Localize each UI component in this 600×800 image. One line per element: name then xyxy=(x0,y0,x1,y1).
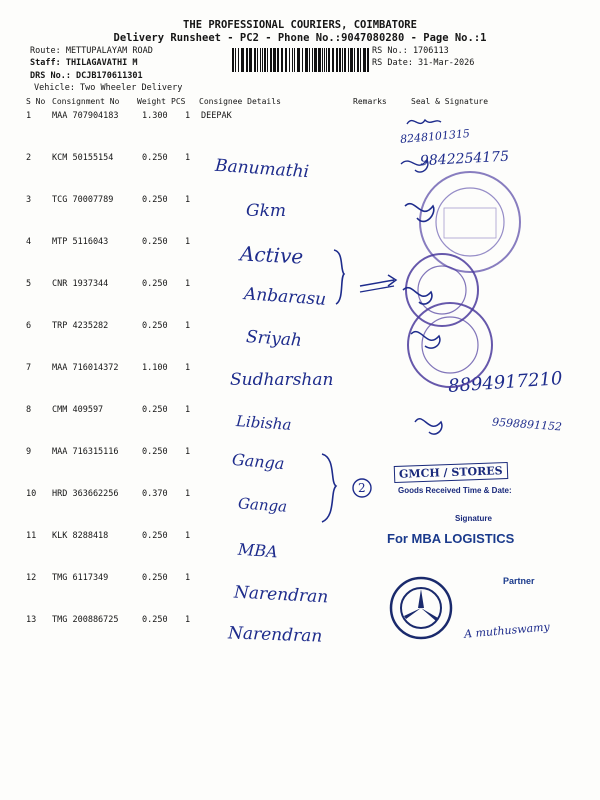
col-consignment: Consignment No xyxy=(52,97,120,106)
barcode-bar xyxy=(238,48,239,72)
handwritten-name: Banumathi xyxy=(214,155,310,183)
barcode-bar xyxy=(367,48,369,72)
cell-weight: 0.250 xyxy=(142,615,168,625)
handwritten-name: MBA xyxy=(237,539,279,562)
barcode-bar xyxy=(354,48,355,72)
barcode-bar xyxy=(264,48,266,72)
signature-phone: 8248101315 xyxy=(399,126,471,147)
brace-mark xyxy=(318,448,378,528)
barcode-bar xyxy=(289,48,290,72)
barcode-bar xyxy=(344,48,346,72)
barcode-bar xyxy=(260,48,261,72)
cell-weight: 0.250 xyxy=(142,321,168,331)
cell-pcs: 1 xyxy=(185,573,191,583)
cell-consignment: MTP 5116043 xyxy=(52,237,109,247)
rs-no-label: RS No.: 1706113 xyxy=(372,46,449,56)
col-sno: S No xyxy=(26,97,46,106)
cell-consignment: CNR 1937344 xyxy=(52,279,109,289)
cell-weight: 1.100 xyxy=(142,363,168,373)
circled-number: 2 xyxy=(358,481,366,495)
cell-pcs: 1 xyxy=(185,615,191,625)
cell-sno: 8 xyxy=(26,405,32,415)
cell-weight: 0.250 xyxy=(142,531,168,541)
signature-scribbles xyxy=(395,110,575,450)
barcode-bar xyxy=(277,48,279,72)
goods-received-label: Goods Received Time & Date: xyxy=(398,486,512,495)
barcode-bar xyxy=(232,48,234,72)
barcode-bar xyxy=(235,48,236,72)
runsheet-subtitle: Delivery Runsheet - PC2 - Phone No.:9047080280 - Page No.:1 xyxy=(113,32,487,44)
signature-phone: 9598891152 xyxy=(491,415,563,434)
cell-consignment: TCG 70007789 xyxy=(52,195,114,205)
barcode-bar xyxy=(267,48,268,72)
cell-consignment: KLK 8288418 xyxy=(52,531,109,541)
cell-pcs: 1 xyxy=(185,195,191,205)
cell-consignment: TMG 6117349 xyxy=(52,573,109,583)
barcode-bar xyxy=(326,48,327,72)
drs-label: DRS No.: DCJB170611301 xyxy=(30,71,143,81)
cell-weight: 1.300 xyxy=(142,111,168,121)
signature-phone: 8894917210 xyxy=(447,368,564,397)
handwritten-name: Ganga xyxy=(237,494,288,516)
cell-sno: 9 xyxy=(26,447,32,457)
barcode-bar xyxy=(281,48,283,72)
cell-weight: 0.250 xyxy=(142,405,168,415)
barcode-bar xyxy=(324,48,325,72)
mba-logistics-stamp: For MBA LOGISTICS xyxy=(387,531,515,546)
cell-sno: 11 xyxy=(26,531,37,541)
signature-label: Signature xyxy=(455,514,492,523)
cell-consignment: TMG 200886725 xyxy=(52,615,119,625)
barcode-bar xyxy=(357,48,359,72)
cell-consignment: CMM 409597 xyxy=(52,405,104,415)
cell-sno: 1 xyxy=(26,111,32,121)
cell-sno: 12 xyxy=(26,573,37,583)
barcode-bar xyxy=(249,48,252,72)
cell-pcs: 1 xyxy=(185,447,191,457)
barcode-bar xyxy=(360,48,361,72)
cell-consignment: KCM 50155154 xyxy=(52,153,114,163)
cell-weight: 0.250 xyxy=(142,237,168,247)
col-weight: Weight xyxy=(137,97,166,106)
cell-weight: 0.250 xyxy=(142,447,168,457)
barcode-bar xyxy=(339,48,341,72)
barcode-bar xyxy=(262,48,263,72)
barcode-bar xyxy=(342,48,343,72)
cell-pcs: 1 xyxy=(185,321,191,331)
cell-pcs: 1 xyxy=(185,111,191,121)
col-consignee: Consignee Details xyxy=(199,97,281,106)
barcode-bar xyxy=(312,48,313,72)
barcode-bar xyxy=(350,48,353,72)
cell-pcs: 1 xyxy=(185,237,191,247)
barcode-bar xyxy=(348,48,349,72)
handwritten-name: Narendran xyxy=(233,582,329,608)
cell-pcs: 1 xyxy=(185,489,191,499)
barcode-bar xyxy=(314,48,317,72)
cell-sno: 7 xyxy=(26,363,32,373)
barcode-bar xyxy=(363,48,366,72)
cell-pcs: 1 xyxy=(185,531,191,541)
cell-weight: 0.250 xyxy=(142,573,168,583)
col-remarks: Remarks xyxy=(353,97,387,106)
barcode-bar xyxy=(285,48,287,72)
vehicle-label: Vehicle: Two Wheeler Delivery xyxy=(34,83,183,93)
cell-sno: 6 xyxy=(26,321,32,331)
handwritten-name: Sudharshan xyxy=(230,370,334,390)
cell-pcs: 1 xyxy=(185,405,191,415)
barcode-bar xyxy=(257,48,258,72)
handwritten-name: Gkm xyxy=(246,201,287,221)
col-seal: Seal & Signature xyxy=(411,97,489,106)
barcode-bar xyxy=(322,48,323,72)
cell-sno: 3 xyxy=(26,195,32,205)
gmch-stores-stamp: GMCH / STORES xyxy=(394,462,508,483)
barcode-bar xyxy=(302,48,303,72)
barcode-bar xyxy=(328,48,330,72)
handwritten-name: Libisha xyxy=(235,412,293,434)
cell-sno: 5 xyxy=(26,279,32,289)
handwritten-name: Sriyah xyxy=(245,327,303,351)
handwritten-name: Active xyxy=(239,241,304,269)
signature-muthuswamy: A muthuswamy xyxy=(463,620,551,641)
handwritten-name: Anbarasu xyxy=(243,284,327,310)
barcode-bar xyxy=(336,48,338,72)
barcode-bar xyxy=(270,48,272,72)
cell-pcs: 1 xyxy=(185,363,191,373)
signature-phone: 9842254175 xyxy=(419,148,510,170)
barcode-bar xyxy=(246,48,248,72)
cell-weight: 0.250 xyxy=(142,153,168,163)
cell-consignment: MAA 716014372 xyxy=(52,363,119,373)
cell-consignment: TRP 4235282 xyxy=(52,321,109,331)
barcode-bar xyxy=(305,48,308,72)
cell-pcs: 1 xyxy=(185,279,191,289)
barcode-bar xyxy=(297,48,300,72)
cell-pcs: 1 xyxy=(185,153,191,163)
cell-consignment: MAA 716315116 xyxy=(52,447,119,457)
barcode-bar xyxy=(241,48,244,72)
cell-weight: 0.250 xyxy=(142,195,168,205)
cell-consignment: MAA 707904183 xyxy=(52,111,119,121)
cell-weight: 0.370 xyxy=(142,489,168,499)
barcode-bar xyxy=(309,48,310,72)
handwritten-name: Narendran xyxy=(227,623,323,647)
barcode-bar xyxy=(318,48,321,72)
route-label: Route: METTUPALAYAM ROAD xyxy=(30,46,153,56)
barcode-bar xyxy=(294,48,295,72)
handwritten-name: Ganga xyxy=(231,449,286,474)
staff-label: Staff: THILAGAVATHI M xyxy=(30,58,138,68)
company-title: THE PROFESSIONAL COURIERS, COIMBATORE xyxy=(183,19,417,31)
cell-sno: 10 xyxy=(26,489,37,499)
barcode-bar xyxy=(254,48,256,72)
barcode-bar xyxy=(273,48,276,72)
cell-consignee: DEEPAK xyxy=(201,111,232,121)
barcode-bar xyxy=(292,48,293,72)
rs-date-label: RS Date: 31-Mar-2026 xyxy=(372,58,475,68)
barcode-image xyxy=(232,48,368,72)
barcode-bar xyxy=(332,48,334,72)
partner-label: Partner xyxy=(503,576,535,586)
col-pcs: PCS xyxy=(171,97,186,106)
cell-sno: 4 xyxy=(26,237,32,247)
cell-sno: 13 xyxy=(26,615,37,625)
cell-weight: 0.250 xyxy=(142,279,168,289)
cell-consignment: HRD 363662256 xyxy=(52,489,119,499)
cell-sno: 2 xyxy=(26,153,32,163)
mercedes-emblem-stamp xyxy=(388,575,454,641)
